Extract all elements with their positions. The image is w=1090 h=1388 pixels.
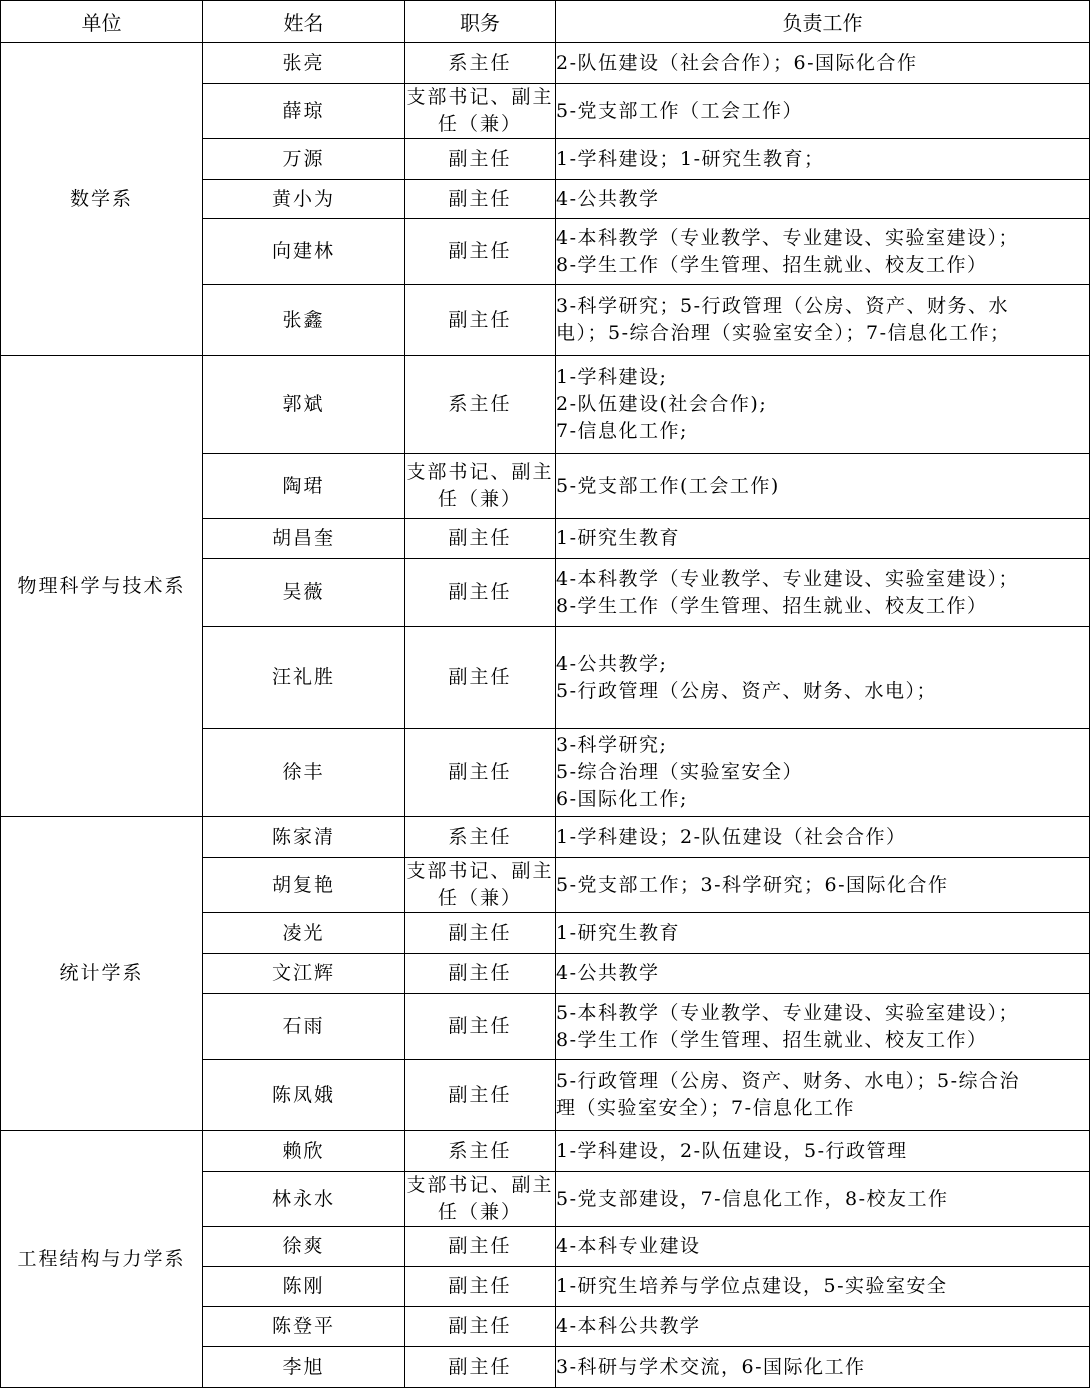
position-cell: 副主任 bbox=[405, 1347, 556, 1388]
duty-line: 5-党支部建设，7-信息化工作，8-校友工作 bbox=[556, 1187, 949, 1210]
duty-line: 4-公共教学 bbox=[556, 187, 660, 210]
duty-cell bbox=[556, 1307, 1090, 1347]
department-cell: 统计学系 bbox=[1, 817, 203, 1131]
table-header bbox=[1, 1, 1090, 43]
duty-line: 4-公共教学; bbox=[556, 652, 668, 675]
duty-line: 6-国际化工作; bbox=[556, 788, 688, 810]
duty-cell bbox=[556, 729, 1090, 817]
name-cell: 向建林 bbox=[203, 219, 405, 285]
name-cell: 文江辉 bbox=[203, 954, 405, 994]
header-position: 职务 bbox=[405, 1, 556, 43]
duty-line: 4-本科专业建设 bbox=[556, 1235, 701, 1257]
duty-cell bbox=[556, 285, 1090, 356]
duty-line: 1-学科建设，2-队伍建设，5-行政管理 bbox=[556, 1139, 908, 1162]
duty-line: 1-学科建设; bbox=[556, 366, 668, 388]
name-cell: 凌光 bbox=[203, 913, 405, 954]
duty-line: 3-科学研究; bbox=[556, 734, 668, 756]
name-cell: 张亮 bbox=[203, 43, 405, 84]
duty-line: 5-本科教学（专业教学、专业建设、实验室建设）； bbox=[556, 1001, 1020, 1024]
position-cell: 副主任 bbox=[405, 1227, 556, 1267]
duty-cell bbox=[556, 1347, 1090, 1388]
header-name: 姓名 bbox=[203, 1, 405, 43]
duty-cell bbox=[556, 913, 1090, 954]
position-cell: 副主任 bbox=[405, 285, 556, 356]
department-cell: 工程结构与力学系 bbox=[1, 1131, 203, 1388]
name-cell: 石雨 bbox=[203, 994, 405, 1060]
header-duty: 负责工作 bbox=[556, 1, 1090, 43]
name-cell: 陈凤娥 bbox=[203, 1060, 405, 1131]
duty-cell bbox=[556, 817, 1090, 858]
duty-line: 3-科学研究；5-行政管理（公房、资产、财务、水 bbox=[556, 295, 1010, 317]
position-cell: 系主任 bbox=[405, 1131, 556, 1172]
name-cell: 万源 bbox=[203, 139, 405, 180]
duty-cell bbox=[556, 1131, 1090, 1172]
name-cell: 汪礼胜 bbox=[203, 627, 405, 729]
position-cell: 支部书记、副主任（兼） bbox=[405, 454, 556, 519]
duty-line: 8-学生工作（学生管理、招生就业、校友工作） bbox=[556, 1028, 988, 1051]
name-cell: 陈刚 bbox=[203, 1267, 405, 1307]
header-row bbox=[1, 1, 1090, 43]
position-cell: 系主任 bbox=[405, 356, 556, 454]
duty-line: 1-学科建设；2-队伍建设（社会合作） bbox=[556, 825, 907, 848]
table-row bbox=[1, 1131, 1090, 1172]
duty-line: 5-党支部工作（工会工作） bbox=[556, 99, 804, 122]
name-cell: 胡昌奎 bbox=[203, 519, 405, 559]
duty-cell bbox=[556, 1227, 1090, 1267]
duty-line: 5-行政管理（公房、资产、财务、水电）； bbox=[556, 679, 938, 702]
name-cell: 徐丰 bbox=[203, 729, 405, 817]
duty-line: 3-科研与学术交流，6-国际化工作 bbox=[556, 1355, 866, 1378]
duty-cell bbox=[556, 1172, 1090, 1227]
name-cell: 薛琼 bbox=[203, 84, 405, 139]
position-cell: 副主任 bbox=[405, 559, 556, 627]
duty-cell bbox=[556, 858, 1090, 913]
position-cell: 副主任 bbox=[405, 913, 556, 954]
position-cell: 副主任 bbox=[405, 1267, 556, 1307]
duty-line: 5-党支部工作；3-科学研究；6-国际化合作 bbox=[556, 873, 949, 896]
name-cell: 黄小为 bbox=[203, 180, 405, 219]
department-cell: 物理科学与技术系 bbox=[1, 356, 203, 817]
duty-cell bbox=[556, 954, 1090, 994]
duty-cell bbox=[556, 1267, 1090, 1307]
duty-line: 7-信息化工作; bbox=[556, 420, 688, 442]
position-cell: 副主任 bbox=[405, 729, 556, 817]
position-cell: 副主任 bbox=[405, 1307, 556, 1347]
duty-line: 5-行政管理（公房、资产、财务、水电）；5-综合治 bbox=[556, 1070, 1021, 1092]
duty-cell bbox=[556, 1060, 1090, 1131]
duty-cell bbox=[556, 139, 1090, 180]
duty-line: 2-队伍建设(社会合作); bbox=[556, 393, 768, 415]
position-cell: 副主任 bbox=[405, 519, 556, 559]
duty-line: 1-研究生培养与学位点建设，5-实验室安全 bbox=[556, 1275, 948, 1297]
position-cell: 副主任 bbox=[405, 139, 556, 180]
name-cell: 李旭 bbox=[203, 1347, 405, 1388]
duty-cell bbox=[556, 84, 1090, 139]
name-cell: 陶珺 bbox=[203, 454, 405, 519]
header-unit: 单位 bbox=[1, 1, 203, 43]
duty-line: 1-学科建设；1-研究生教育； bbox=[556, 147, 825, 170]
name-cell: 吴薇 bbox=[203, 559, 405, 627]
duty-cell bbox=[556, 219, 1090, 285]
duty-cell bbox=[556, 454, 1090, 519]
duty-line: 2-队伍建设（社会合作）；6-国际化合作 bbox=[556, 51, 918, 74]
name-cell: 张鑫 bbox=[203, 285, 405, 356]
table-body bbox=[1, 43, 1090, 1388]
name-cell: 陈家清 bbox=[203, 817, 405, 858]
duty-line: 5-综合治理（实验室安全） bbox=[556, 761, 804, 783]
position-cell: 支部书记、副主任（兼） bbox=[405, 858, 556, 913]
position-cell: 支部书记、副主任（兼） bbox=[405, 84, 556, 139]
name-cell: 林永水 bbox=[203, 1172, 405, 1227]
duty-cell bbox=[556, 627, 1090, 729]
name-cell: 赖欣 bbox=[203, 1131, 405, 1172]
table-row bbox=[1, 356, 1090, 454]
duty-line: 4-本科教学（专业教学、专业建设、实验室建设）； bbox=[556, 226, 1020, 249]
position-cell: 系主任 bbox=[405, 43, 556, 84]
department-cell: 数学系 bbox=[1, 43, 203, 356]
duty-cell bbox=[556, 519, 1090, 559]
duty-cell bbox=[556, 180, 1090, 219]
name-cell: 徐爽 bbox=[203, 1227, 405, 1267]
duty-line: 理（实验室安全）；7-信息化工作 bbox=[556, 1097, 856, 1119]
duty-line: 1-研究生教育 bbox=[556, 921, 681, 944]
position-cell: 副主任 bbox=[405, 954, 556, 994]
duty-line: 8-学生工作（学生管理、招生就业、校友工作） bbox=[556, 253, 988, 276]
position-cell: 副主任 bbox=[405, 219, 556, 285]
duty-cell bbox=[556, 994, 1090, 1060]
duty-line: 5-党支部工作(工会工作) bbox=[556, 474, 780, 497]
position-cell: 副主任 bbox=[405, 180, 556, 219]
position-cell: 副主任 bbox=[405, 994, 556, 1060]
position-cell: 系主任 bbox=[405, 817, 556, 858]
duty-line: 4-本科教学（专业教学、专业建设、实验室建设）； bbox=[556, 567, 1020, 590]
duty-cell bbox=[556, 356, 1090, 454]
position-cell: 副主任 bbox=[405, 1060, 556, 1131]
duty-line: 8-学生工作（学生管理、招生就业、校友工作） bbox=[556, 594, 988, 617]
name-cell: 胡复艳 bbox=[203, 858, 405, 913]
name-cell: 郭斌 bbox=[203, 356, 405, 454]
position-cell: 副主任 bbox=[405, 627, 556, 729]
duty-line: 1-研究生教育 bbox=[556, 527, 681, 549]
table-row bbox=[1, 43, 1090, 84]
duty-cell bbox=[556, 559, 1090, 627]
table-row bbox=[1, 817, 1090, 858]
name-cell: 陈登平 bbox=[203, 1307, 405, 1347]
position-cell: 支部书记、副主任（兼） bbox=[405, 1172, 556, 1227]
duty-line: 4-本科公共教学 bbox=[556, 1315, 701, 1337]
duty-cell bbox=[556, 43, 1090, 84]
duty-line: 电）；5-综合治理（实验室安全）；7-信息化工作； bbox=[556, 322, 1011, 344]
duty-line: 4-公共教学 bbox=[556, 962, 660, 984]
